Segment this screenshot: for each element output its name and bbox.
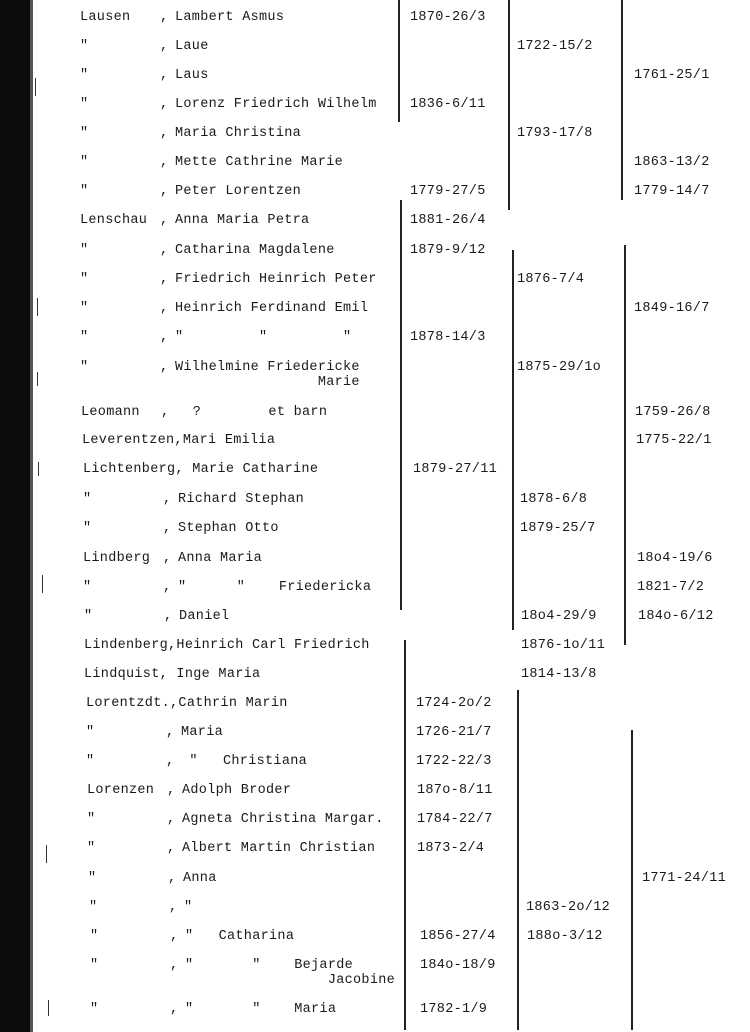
register-entry <box>6 754 750 783</box>
register-entry <box>6 696 750 725</box>
entry-date-col1: 1879-9/12 <box>410 243 486 258</box>
entry-separator: , <box>163 551 172 566</box>
entry-date-col1: 187o-8/11 <box>417 783 493 798</box>
entry-surname: " <box>89 900 98 915</box>
entry-separator: , <box>160 126 169 141</box>
entry-date-col3: 1759-26/8 <box>635 405 711 420</box>
entry-date-col2: 1814-13/8 <box>521 667 597 682</box>
entry-separator: , <box>168 871 177 886</box>
entry-date-col3: 1863-13/2 <box>634 155 710 170</box>
entry-separator: , <box>160 360 169 375</box>
entry-date-col1: 1722-22/3 <box>416 754 492 769</box>
entry-date-col1: 1856-27/4 <box>420 929 496 944</box>
entry-separator: , <box>163 492 172 507</box>
entry-separator: , <box>160 97 169 112</box>
entry-date-col1: 184o-18/9 <box>420 958 496 973</box>
register-entry <box>9 900 750 929</box>
entry-separator: , <box>161 405 170 420</box>
entry-separator: , <box>160 39 169 54</box>
entry-given-names: " " Maria <box>185 1002 337 1017</box>
entry-given-names: Maria Christina <box>175 126 302 141</box>
entry-date-col2: 18o4-29/9 <box>521 609 597 624</box>
register-entry <box>3 551 750 580</box>
register-entry <box>0 39 750 68</box>
entry-given-names: " " " <box>175 330 352 345</box>
entry-surname: Lichtenberg, Marie Catharine <box>83 462 319 477</box>
entry-separator: , <box>167 812 176 827</box>
entry-date-col2: 1876-7/4 <box>517 272 585 287</box>
entry-separator: , <box>170 958 179 973</box>
entry-surname: Lausen <box>80 10 131 25</box>
register-entry <box>4 667 750 696</box>
entry-separator: , <box>160 301 169 316</box>
entry-surname: " <box>90 929 99 944</box>
entry-given-names: Peter Lorentzen <box>175 184 302 199</box>
entry-given-names: Laus <box>175 68 209 83</box>
entry-surname: " <box>87 812 96 827</box>
entry-surname: " <box>84 609 93 624</box>
entry-given-names: Anna Maria Petra <box>175 213 310 228</box>
entry-date-col1: 1873-2/4 <box>417 841 485 856</box>
entry-given-names: Laue <box>175 39 209 54</box>
entry-surname: Lorentzdt.,Cathrin Marin <box>86 696 288 711</box>
register-entry <box>0 155 750 184</box>
register-entry <box>0 330 750 359</box>
register-entry <box>7 841 750 870</box>
entry-surname: " <box>90 1002 99 1017</box>
entry-separator: , <box>160 184 169 199</box>
entry-surname: " <box>80 97 89 112</box>
entry-date-col3: 1779-14/7 <box>634 184 710 199</box>
entry-date-col1: 1724-2o/2 <box>416 696 492 711</box>
entry-date-col2: 1875-29/1o <box>517 360 602 375</box>
entry-given-names: Anna <box>183 871 217 886</box>
register-entry <box>1 405 750 434</box>
entry-separator: , <box>169 900 178 915</box>
entry-separator: , <box>167 783 176 798</box>
register-entry <box>3 462 750 491</box>
entry-date-col1: 1881-26/4 <box>410 213 486 228</box>
entry-date-col3: 1775-22/1 <box>636 433 712 448</box>
entry-date-col1: 1726-21/7 <box>416 725 492 740</box>
entry-given-names: Daniel <box>179 609 230 624</box>
entry-surname: " <box>88 871 97 886</box>
register-entry <box>0 10 750 39</box>
entry-separator: , <box>160 213 169 228</box>
register-entry <box>3 521 750 550</box>
entry-separator: , <box>170 929 179 944</box>
entry-surname: " <box>80 155 89 170</box>
entry-given-names: Friedrich Heinrich Peter <box>175 272 377 287</box>
entry-given-names: " <box>184 900 193 915</box>
entry-given-names: " " Friedericka <box>178 580 372 595</box>
register-entry <box>0 126 750 155</box>
register-entry <box>0 97 750 126</box>
entry-date-col2: 1863-2o/12 <box>526 900 611 915</box>
entry-given-names: Lorenz Friedrich Wilhelm <box>175 97 377 112</box>
register-entry <box>3 580 750 609</box>
entry-date-col1: 1870-26/3 <box>410 10 486 25</box>
entry-surname: " <box>80 126 89 141</box>
register-entry <box>10 1002 750 1031</box>
entry-separator: , <box>160 155 169 170</box>
entry-separator: , <box>160 330 169 345</box>
entry-surname: " <box>80 360 89 375</box>
entry-date-col2: 188o-3/12 <box>527 929 603 944</box>
entry-separator: , <box>164 609 173 624</box>
entry-separator: , <box>160 10 169 25</box>
entry-surname: " <box>80 301 89 316</box>
entry-separator: , <box>166 754 175 769</box>
entry-date-col1: 1782-1/9 <box>420 1002 488 1017</box>
entry-separator: , <box>163 580 172 595</box>
register-entry <box>0 301 750 330</box>
entry-date-col2: 1878-6/8 <box>520 492 588 507</box>
entry-given-names: Heinrich Ferdinand Emil <box>175 301 369 316</box>
entry-date-col2: 1722-15/2 <box>517 39 593 54</box>
register-entry <box>10 929 750 958</box>
register-entry <box>7 783 750 812</box>
entry-surname: Lenschau <box>80 213 148 228</box>
entry-given-names: " " Bejarde Jacobine <box>185 958 396 988</box>
entry-date-col3: 184o-6/12 <box>638 609 714 624</box>
register-entry <box>10 958 750 987</box>
register-entry <box>0 184 750 213</box>
entry-surname: " <box>83 521 92 536</box>
entry-separator: , <box>166 725 175 740</box>
entry-surname: " <box>87 841 96 856</box>
entry-date-col1: 1879-27/11 <box>413 462 498 477</box>
entry-separator: , <box>167 841 176 856</box>
entry-date-col3: 1771-24/11 <box>642 871 727 886</box>
entry-separator: , <box>170 1002 179 1017</box>
register-entry <box>3 492 750 521</box>
entry-surname: " <box>80 330 89 345</box>
register-entry <box>2 433 750 462</box>
entry-given-names: ? et barn <box>176 405 328 420</box>
entry-given-names: Agneta Christina Margar. <box>182 812 384 827</box>
entry-surname: Leverentzen,Mari Emilia <box>82 433 276 448</box>
register-entry <box>7 812 750 841</box>
entry-date-col3: 1821-7/2 <box>637 580 705 595</box>
entry-surname: Lindberg <box>83 551 151 566</box>
entry-separator: , <box>160 68 169 83</box>
entry-given-names: Mette Cathrine Marie <box>175 155 344 170</box>
entry-separator: , <box>160 243 169 258</box>
register-entry <box>4 638 750 667</box>
entry-surname: Lindquist, Inge Maria <box>84 667 261 682</box>
entry-date-col3: 1849-16/7 <box>634 301 710 316</box>
entry-given-names: Anna Maria <box>178 551 263 566</box>
entry-date-col1: 1784-22/7 <box>417 812 493 827</box>
entry-surname: " <box>83 580 92 595</box>
entry-surname: " <box>86 725 95 740</box>
entry-given-names: Lambert Asmus <box>175 10 285 25</box>
register-entry <box>0 68 750 97</box>
register-entry <box>0 360 750 389</box>
entry-given-names: Stephan Otto <box>178 521 279 536</box>
register-entry <box>6 725 750 754</box>
entry-separator: , <box>160 272 169 287</box>
entry-date-col2: 1879-25/7 <box>520 521 596 536</box>
entry-surname: " <box>83 492 92 507</box>
entry-date-col2: 1793-17/8 <box>517 126 593 141</box>
entry-date-col1: 1836-6/11 <box>410 97 486 112</box>
entry-surname: " <box>80 272 89 287</box>
entry-surname: " <box>86 754 95 769</box>
entry-date-col2: 1876-1o/11 <box>521 638 606 653</box>
register-entry <box>0 213 750 242</box>
entry-surname: Leomann <box>81 405 140 420</box>
entry-given-names: Catharina Magdalene <box>175 243 335 258</box>
entry-surname: " <box>80 243 89 258</box>
entry-date-col1: 1878-14/3 <box>410 330 486 345</box>
entry-surname: " <box>90 958 99 973</box>
entry-surname: Lorenzen <box>87 783 155 798</box>
entry-surname: " <box>80 39 89 54</box>
register-entry <box>0 272 750 301</box>
entry-surname: " <box>80 68 89 83</box>
entry-date-col3: 18o4-19/6 <box>637 551 713 566</box>
entry-date-col1: 1779-27/5 <box>410 184 486 199</box>
entry-given-names: " Catharina <box>185 929 295 944</box>
register-entry <box>0 243 750 272</box>
entry-surname: " <box>80 184 89 199</box>
entry-given-names: Albert Martin Christian <box>182 841 376 856</box>
entry-given-names: " Christiana <box>181 754 308 769</box>
entry-given-names: Maria <box>181 725 224 740</box>
register-entry <box>8 871 750 900</box>
entry-separator: , <box>163 521 172 536</box>
entry-given-names: Adolph Broder <box>182 783 292 798</box>
entry-given-names: Wilhelmine Friedericke Marie <box>175 360 360 390</box>
entry-date-col3: 1761-25/1 <box>634 68 710 83</box>
entry-given-names: Richard Stephan <box>178 492 305 507</box>
register-entry <box>4 609 750 638</box>
entry-surname: Lindenberg,Heinrich Carl Friedrich <box>84 638 370 653</box>
